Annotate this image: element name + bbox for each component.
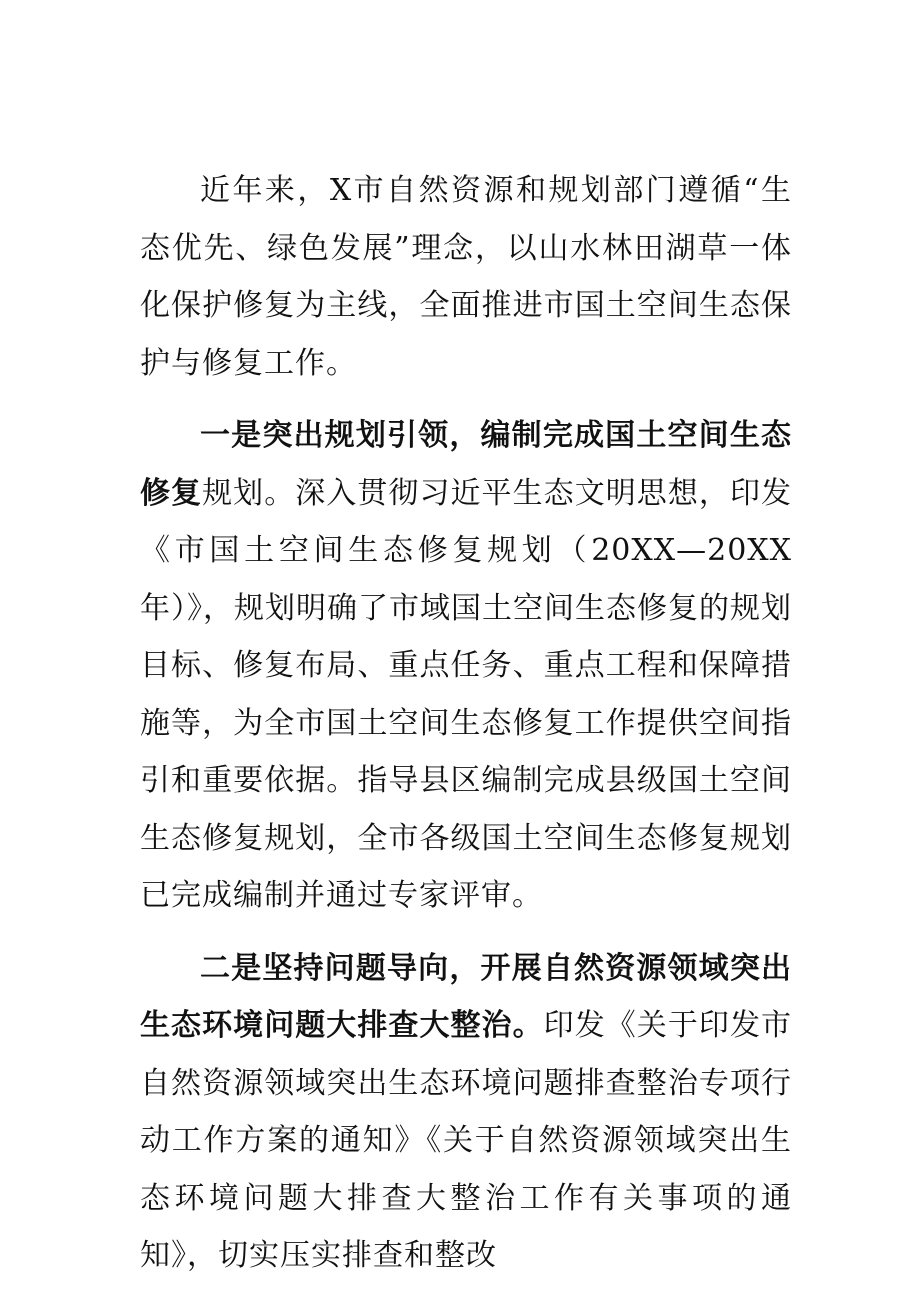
- paragraph-planning: [140, 407, 792, 925]
- paragraph-text: 近年来，X市自然资源和规划部门遵循“生态优先、绿色发展”理念，以山水林田湖草一体化保护修复为主线，全面推进市国土空间生态保护与修复工作。: [140, 173, 792, 381]
- paragraph-lead: 一是突出规划引领，编制完成国土空间生态修复: [140, 418, 792, 511]
- paragraph-text: 规划。深入贯彻习近平生态文明思想，印发《市国土空间生态修复规划（20XX—20XX年）》，规划明确了市域国土空间生态修复的规划目标、修复布局、重点任务、重点工程和保障措施等，为全市国土空间生态修复工作提供空间指引和重要依据。指导县区编制完成县级国土空间生态修复规划，全市各级国土空间生态修复规划已完成编制并通过专家评审。: [140, 475, 793, 913]
- paragraph-text: 印发《关于印发市自然资源领域突出生态环境问题排查整治专项行动工作方案的通知》《关于自然资源领域突出生态环境问题大排查大整治工作有关事项的通知》，切实压实排查和整改: [140, 1008, 793, 1273]
- paragraph-intro: [140, 162, 792, 392]
- paragraph-lead: 二是坚持问题导向，开展自然资源领域突出生态环境问题大排查大整治。: [140, 950, 792, 1043]
- document-body: [140, 162, 792, 1285]
- paragraph-rectification: [140, 940, 792, 1285]
